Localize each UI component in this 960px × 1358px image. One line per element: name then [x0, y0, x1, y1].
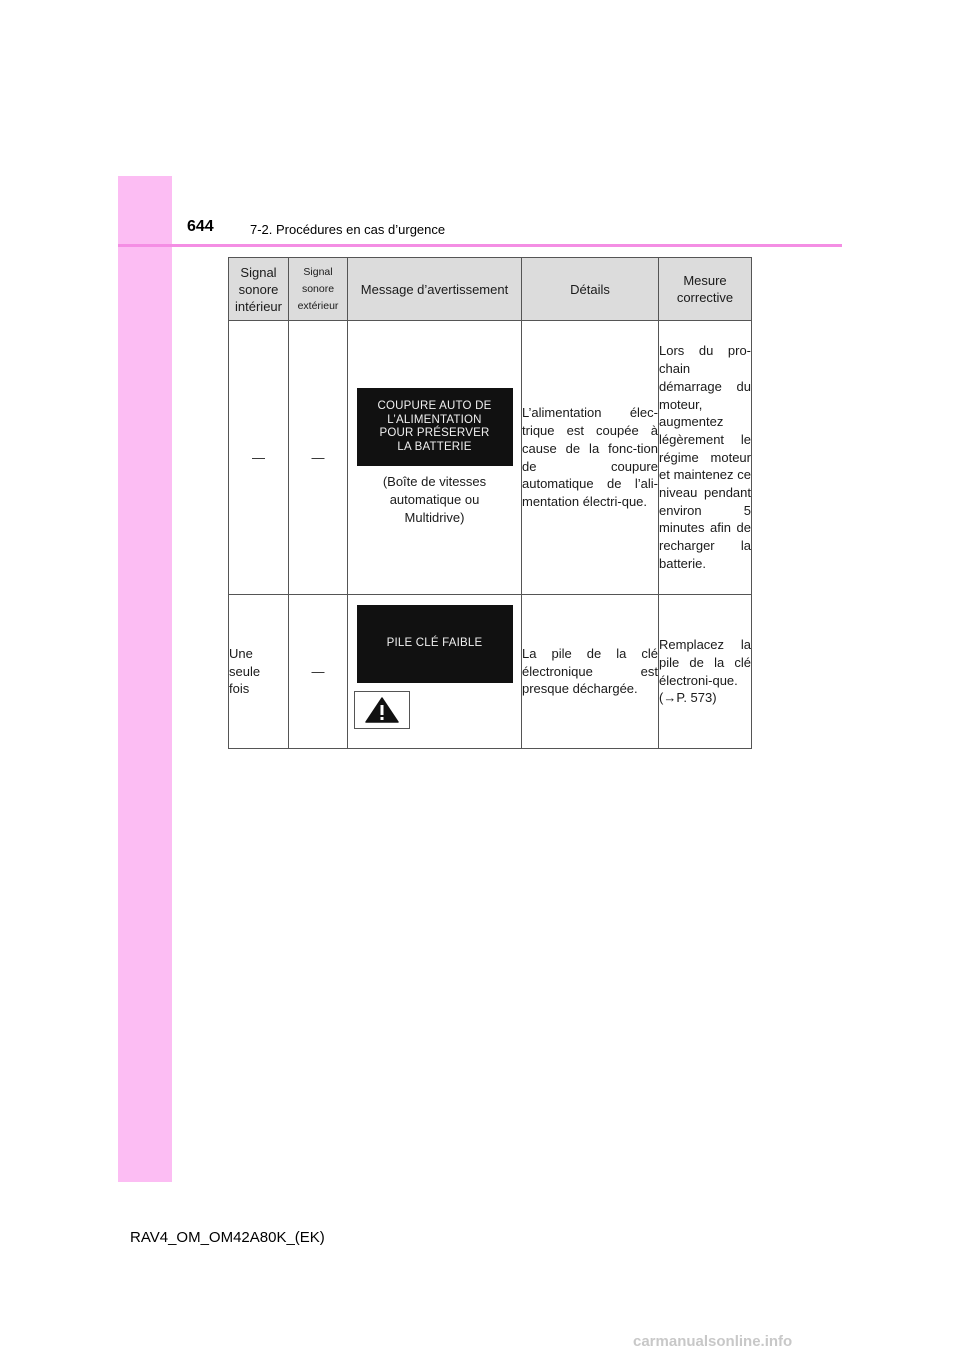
- header-details: Détails: [522, 258, 659, 321]
- header-message: Message d’avertissement: [348, 258, 522, 321]
- cell-action: Lors du pro-chain démarrage du moteur, augmentez légèrement le régime moteur et maintenez ce niveau pendant environ 5 minutes afin de recharger la batterie.: [659, 321, 752, 595]
- cell-message: [348, 321, 522, 595]
- cell-inner-beep: Une seule fois: [229, 595, 289, 749]
- cell-details: La pile de la clé électronique est presque déchargée.: [522, 595, 659, 749]
- cell-outer-beep: —: [289, 595, 348, 749]
- table-row: [229, 321, 752, 595]
- header-rule: [118, 244, 842, 247]
- table-row: [229, 595, 752, 749]
- header-inner-beep: Signal sonore intérieur: [229, 258, 289, 321]
- cell-details: L’alimentation élec-trique est coupée à cause de la fonc-tion de coupure automatique de l’ali-mentation électri-que.: [522, 321, 659, 595]
- section-title: 7-2. Procédures en cas d’urgence: [250, 222, 446, 237]
- sidebar-tab: [118, 176, 172, 1182]
- cell-message: [348, 595, 522, 749]
- display-text: PILE CLÉ FAIBLE: [386, 637, 483, 650]
- watermark: carmanualsonline.info: [633, 1333, 793, 1350]
- warning-triangle-icon: [365, 697, 399, 723]
- table-header-row: [229, 258, 752, 321]
- display-text: COUPURE AUTO DE L’ALIMENTATION POUR PRÉSERVER LA BATTERIE: [377, 400, 492, 453]
- warning-icon-box: [354, 691, 410, 729]
- footer-doc-code: RAV4_OM_OM42A80K_(EK): [130, 1229, 325, 1246]
- header-action: Mesure corrective: [659, 258, 752, 321]
- cell-outer-beep: —: [289, 321, 348, 595]
- cell-action: Remplacez la pile de la clé électroni-que. (→P. 573): [659, 595, 752, 749]
- display-screen: [357, 605, 513, 683]
- warning-table: [228, 257, 752, 749]
- display-screen: [357, 388, 513, 466]
- message-caption: (Boîte de vitesses automatique ou Multidrive): [382, 474, 487, 525]
- header-outer-beep: Signal sonore extérieur: [289, 258, 348, 321]
- page-number: 644: [187, 218, 214, 235]
- cell-inner-beep: —: [229, 321, 289, 595]
